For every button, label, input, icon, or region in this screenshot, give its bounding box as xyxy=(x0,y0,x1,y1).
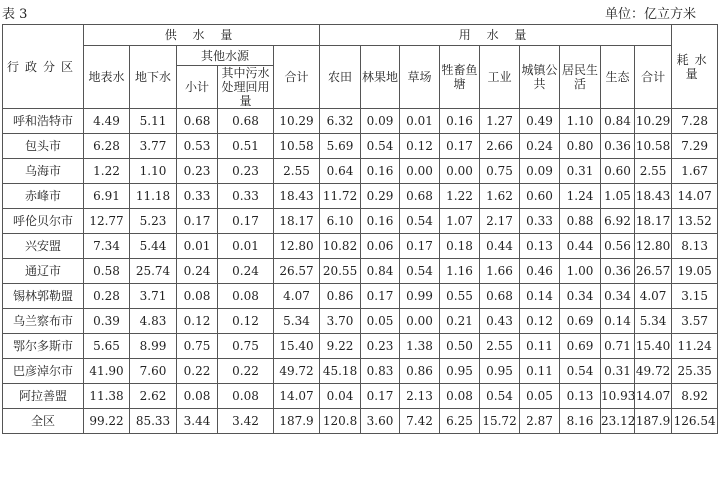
table-cell: 0.24 xyxy=(177,259,218,284)
table-cell: 3.42 xyxy=(218,409,274,434)
table-cell: 11.24 xyxy=(672,334,718,359)
table-cell: 0.34 xyxy=(560,284,601,309)
table-cell: 1.24 xyxy=(560,184,601,209)
region-name-cell: 呼伦贝尔市 xyxy=(3,209,84,234)
table-cell: 7.42 xyxy=(400,409,440,434)
table-cell: 0.68 xyxy=(177,109,218,134)
table-cell: 18.17 xyxy=(635,209,672,234)
table-cell: 0.60 xyxy=(601,159,635,184)
table-cell: 0.86 xyxy=(320,284,361,309)
table-cell: 0.17 xyxy=(177,209,218,234)
table-cell: 14.07 xyxy=(672,184,718,209)
table-cell: 0.75 xyxy=(480,159,520,184)
table-cell: 0.95 xyxy=(440,359,480,384)
table-cell: 3.70 xyxy=(320,309,361,334)
table-cell: 0.16 xyxy=(361,159,400,184)
table-cell: 5.34 xyxy=(635,309,672,334)
table-cell: 85.33 xyxy=(130,409,177,434)
table-cell: 0.36 xyxy=(601,259,635,284)
table-cell: 10.29 xyxy=(274,109,320,134)
table-row xyxy=(3,234,718,259)
table-cell: 0.83 xyxy=(361,359,400,384)
table-cell: 25.74 xyxy=(130,259,177,284)
table-cell: 12.77 xyxy=(84,209,130,234)
table-cell: 3.57 xyxy=(672,309,718,334)
table-cell: 0.17 xyxy=(218,209,274,234)
table-cell: 0.17 xyxy=(361,384,400,409)
table-cell: 2.87 xyxy=(520,409,560,434)
table-cell: 0.08 xyxy=(440,384,480,409)
table-row xyxy=(3,384,718,409)
table-cell: 3.44 xyxy=(177,409,218,434)
table-cell: 2.62 xyxy=(130,384,177,409)
region-name-cell: 赤峰市 xyxy=(3,184,84,209)
table-cell: 0.12 xyxy=(400,134,440,159)
table-row xyxy=(3,359,718,384)
header-supply-total: 合计 xyxy=(274,46,320,109)
table-cell: 8.13 xyxy=(672,234,718,259)
table-cell: 0.18 xyxy=(440,234,480,259)
table-cell: 0.05 xyxy=(361,309,400,334)
table-cell: 126.54 xyxy=(672,409,718,434)
table-cell: 1.10 xyxy=(130,159,177,184)
table-cell: 0.39 xyxy=(84,309,130,334)
table-cell: 0.08 xyxy=(177,384,218,409)
water-resources-table xyxy=(2,24,718,434)
table-cell: 7.28 xyxy=(672,109,718,134)
table-cell: 14.07 xyxy=(635,384,672,409)
table-cell: 0.95 xyxy=(480,359,520,384)
region-name-cell: 乌海市 xyxy=(3,159,84,184)
table-cell: 0.12 xyxy=(218,309,274,334)
region-name-cell: 全区 xyxy=(3,409,84,434)
table-cell: 6.10 xyxy=(320,209,361,234)
region-name-cell: 呼和浩特市 xyxy=(3,109,84,134)
unit-label: 单位：亿立方米 xyxy=(604,7,696,22)
table-cell: 0.17 xyxy=(361,284,400,309)
table-cell: 0.06 xyxy=(361,234,400,259)
table-cell: 3.15 xyxy=(672,284,718,309)
table-cell: 0.00 xyxy=(400,159,440,184)
table-cell: 0.44 xyxy=(480,234,520,259)
table-cell: 0.88 xyxy=(560,209,601,234)
table-cell: 0.17 xyxy=(440,134,480,159)
table-cell: 0.17 xyxy=(400,234,440,259)
table-cell: 0.68 xyxy=(218,109,274,134)
table-cell: 0.04 xyxy=(320,384,361,409)
header-region: 行政分区 xyxy=(3,25,84,109)
table-cell: 2.55 xyxy=(274,159,320,184)
table-cell: 0.11 xyxy=(520,334,560,359)
region-name-cell: 兴安盟 xyxy=(3,234,84,259)
table-cell: 25.35 xyxy=(672,359,718,384)
table-cell: 0.36 xyxy=(601,134,635,159)
region-name-cell: 鄂尔多斯市 xyxy=(3,334,84,359)
header-ground-water: 地下水 xyxy=(130,46,177,109)
table-cell: 0.33 xyxy=(520,209,560,234)
header-consumption: 耗水量 xyxy=(672,25,718,109)
table-cell: 4.07 xyxy=(635,284,672,309)
table-cell: 0.21 xyxy=(440,309,480,334)
table-row xyxy=(3,309,718,334)
table-cell: 15.40 xyxy=(635,334,672,359)
table-cell: 15.40 xyxy=(274,334,320,359)
table-row xyxy=(3,134,718,159)
table-cell: 0.86 xyxy=(400,359,440,384)
table-cell: 0.80 xyxy=(560,134,601,159)
table-cell: 13.52 xyxy=(672,209,718,234)
table-cell: 120.8 xyxy=(320,409,361,434)
table-cell: 11.72 xyxy=(320,184,361,209)
header-supply-group: 供 水 量 xyxy=(84,25,320,46)
table-cell: 0.46 xyxy=(520,259,560,284)
table-cell: 1.22 xyxy=(440,184,480,209)
table-cell: 8.16 xyxy=(560,409,601,434)
region-name-cell: 锡林郭勒盟 xyxy=(3,284,84,309)
table-cell: 0.29 xyxy=(361,184,400,209)
table-cell: 0.24 xyxy=(218,259,274,284)
table-cell: 0.56 xyxy=(601,234,635,259)
table-cell: 0.50 xyxy=(440,334,480,359)
table-row xyxy=(3,259,718,284)
table-cell: 0.24 xyxy=(520,134,560,159)
table-cell: 0.68 xyxy=(400,184,440,209)
table-cell: 0.01 xyxy=(400,109,440,134)
header-grassland: 草场 xyxy=(400,46,440,109)
header-surface-water: 地表水 xyxy=(84,46,130,109)
table-cell: 0.54 xyxy=(400,209,440,234)
table-cell: 0.69 xyxy=(560,309,601,334)
table-cell: 0.44 xyxy=(560,234,601,259)
table-row xyxy=(3,334,718,359)
table-cell: 2.13 xyxy=(400,384,440,409)
table-cell: 2.66 xyxy=(480,134,520,159)
table-cell: 5.44 xyxy=(130,234,177,259)
table-cell: 0.12 xyxy=(177,309,218,334)
table-cell: 0.34 xyxy=(601,284,635,309)
header-farmland: 农田 xyxy=(320,46,361,109)
table-row xyxy=(3,409,718,434)
table-cell: 0.13 xyxy=(560,384,601,409)
table-cell: 0.23 xyxy=(177,159,218,184)
table-cell: 1.05 xyxy=(601,184,635,209)
table-cell: 49.72 xyxy=(635,359,672,384)
table-cell: 11.38 xyxy=(84,384,130,409)
header-other-reuse: 其中污水处理回用量 xyxy=(218,66,274,109)
table-cell: 0.75 xyxy=(218,334,274,359)
table-cell: 5.11 xyxy=(130,109,177,134)
table-cell: 23.12 xyxy=(601,409,635,434)
table-cell: 0.22 xyxy=(218,359,274,384)
table-cell: 0.13 xyxy=(520,234,560,259)
table-cell: 0.75 xyxy=(177,334,218,359)
table-cell: 5.69 xyxy=(320,134,361,159)
header-ecology: 生态 xyxy=(601,46,635,109)
table-cell: 6.28 xyxy=(84,134,130,159)
table-cell: 0.16 xyxy=(361,209,400,234)
table-cell: 7.29 xyxy=(672,134,718,159)
table-cell: 6.25 xyxy=(440,409,480,434)
table-cell: 10.58 xyxy=(274,134,320,159)
table-cell: 18.17 xyxy=(274,209,320,234)
region-name-cell: 巴彦淖尔市 xyxy=(3,359,84,384)
table-cell: 0.00 xyxy=(440,159,480,184)
table-cell: 0.01 xyxy=(218,234,274,259)
table-cell: 1.16 xyxy=(440,259,480,284)
table-cell: 2.17 xyxy=(480,209,520,234)
table-cell: 20.55 xyxy=(320,259,361,284)
header-livestock: 牲畜鱼塘 xyxy=(440,46,480,109)
table-cell: 99.22 xyxy=(84,409,130,434)
table-cell: 0.53 xyxy=(177,134,218,159)
table-cell: 11.18 xyxy=(130,184,177,209)
table-cell: 18.43 xyxy=(635,184,672,209)
table-cell: 7.60 xyxy=(130,359,177,384)
table-cell: 3.60 xyxy=(361,409,400,434)
table-cell: 7.34 xyxy=(84,234,130,259)
table-cell: 0.11 xyxy=(520,359,560,384)
header-other-subtotal: 小计 xyxy=(177,66,218,109)
table-cell: 1.07 xyxy=(440,209,480,234)
table-cell: 0.51 xyxy=(218,134,274,159)
table-cell: 2.55 xyxy=(635,159,672,184)
table-cell: 3.71 xyxy=(130,284,177,309)
table-cell: 0.55 xyxy=(440,284,480,309)
table-cell: 0.12 xyxy=(520,309,560,334)
table-cell: 0.49 xyxy=(520,109,560,134)
region-name-cell: 包头市 xyxy=(3,134,84,159)
table-cell: 0.08 xyxy=(218,284,274,309)
table-cell: 0.54 xyxy=(560,359,601,384)
table-cell: 0.31 xyxy=(560,159,601,184)
table-cell: 0.31 xyxy=(601,359,635,384)
table-cell: 0.28 xyxy=(84,284,130,309)
table-cell: 0.00 xyxy=(400,309,440,334)
table-cell: 12.80 xyxy=(635,234,672,259)
table-cell: 8.92 xyxy=(672,384,718,409)
table-cell: 4.07 xyxy=(274,284,320,309)
table-cell: 0.09 xyxy=(520,159,560,184)
table-cell: 0.33 xyxy=(177,184,218,209)
table-cell: 1.10 xyxy=(560,109,601,134)
table-cell: 0.60 xyxy=(520,184,560,209)
table-cell: 1.00 xyxy=(560,259,601,284)
table-cell: 5.34 xyxy=(274,309,320,334)
table-row xyxy=(3,159,718,184)
table-cell: 0.99 xyxy=(400,284,440,309)
table-cell: 2.55 xyxy=(480,334,520,359)
region-name-cell: 通辽市 xyxy=(3,259,84,284)
header-industry: 工业 xyxy=(480,46,520,109)
table-cell: 26.57 xyxy=(274,259,320,284)
header-use-total: 合计 xyxy=(635,46,672,109)
table-cell: 8.99 xyxy=(130,334,177,359)
table-cell: 0.22 xyxy=(177,359,218,384)
table-cell: 0.23 xyxy=(218,159,274,184)
table-cell: 0.54 xyxy=(400,259,440,284)
region-name-cell: 乌兰察布市 xyxy=(3,309,84,334)
table-cell: 0.43 xyxy=(480,309,520,334)
table-cell: 15.72 xyxy=(480,409,520,434)
table-cell: 0.05 xyxy=(520,384,560,409)
header-orchard: 林果地 xyxy=(361,46,400,109)
table-body xyxy=(3,109,718,434)
table-cell: 10.58 xyxy=(635,134,672,159)
table-cell: 0.84 xyxy=(601,109,635,134)
table-cell: 0.68 xyxy=(480,284,520,309)
table-cell: 10.29 xyxy=(635,109,672,134)
table-cell: 6.92 xyxy=(601,209,635,234)
table-cell: 10.93 xyxy=(601,384,635,409)
table-cell: 0.54 xyxy=(480,384,520,409)
table-cell: 14.07 xyxy=(274,384,320,409)
table-cell: 1.66 xyxy=(480,259,520,284)
table-cell: 0.08 xyxy=(177,284,218,309)
table-cell: 5.65 xyxy=(84,334,130,359)
table-cell: 6.32 xyxy=(320,109,361,134)
table-cell: 0.14 xyxy=(520,284,560,309)
table-cell: 0.14 xyxy=(601,309,635,334)
table-cell: 0.84 xyxy=(361,259,400,284)
table-row xyxy=(3,109,718,134)
table-cell: 10.82 xyxy=(320,234,361,259)
table-cell: 0.08 xyxy=(218,384,274,409)
table-cell: 18.43 xyxy=(274,184,320,209)
header-other-sources: 其他水源 xyxy=(177,46,274,66)
header-urban-public: 城镇公共 xyxy=(520,46,560,109)
table-cell: 0.64 xyxy=(320,159,361,184)
table-cell: 0.16 xyxy=(440,109,480,134)
table-cell: 4.49 xyxy=(84,109,130,134)
table-cell: 41.90 xyxy=(84,359,130,384)
table-cell: 187.9 xyxy=(635,409,672,434)
table-cell: 12.80 xyxy=(274,234,320,259)
header-use-group: 用 水 量 xyxy=(320,25,672,46)
table-cell: 187.9 xyxy=(274,409,320,434)
table-cell: 1.27 xyxy=(480,109,520,134)
table-cell: 1.38 xyxy=(400,334,440,359)
table-cell: 3.77 xyxy=(130,134,177,159)
table-cell: 0.09 xyxy=(361,109,400,134)
table-cell: 6.91 xyxy=(84,184,130,209)
table-cell: 0.23 xyxy=(361,334,400,359)
table-cell: 9.22 xyxy=(320,334,361,359)
table-row xyxy=(3,209,718,234)
table-caption: 表 3 xyxy=(2,7,28,22)
table-cell: 0.69 xyxy=(560,334,601,359)
table-cell: 19.05 xyxy=(672,259,718,284)
table-cell: 0.01 xyxy=(177,234,218,259)
table-cell: 0.58 xyxy=(84,259,130,284)
table-cell: 26.57 xyxy=(635,259,672,284)
table-cell: 0.33 xyxy=(218,184,274,209)
region-name-cell: 阿拉善盟 xyxy=(3,384,84,409)
table-cell: 45.18 xyxy=(320,359,361,384)
table-cell: 49.72 xyxy=(274,359,320,384)
table-cell: 4.83 xyxy=(130,309,177,334)
table-cell: 5.23 xyxy=(130,209,177,234)
table-cell: 1.22 xyxy=(84,159,130,184)
table-row xyxy=(3,284,718,309)
table-cell: 1.67 xyxy=(672,159,718,184)
table-cell: 0.54 xyxy=(361,134,400,159)
table-cell: 1.62 xyxy=(480,184,520,209)
header-residential: 居民生活 xyxy=(560,46,601,109)
table-row xyxy=(3,184,718,209)
table-cell: 0.71 xyxy=(601,334,635,359)
